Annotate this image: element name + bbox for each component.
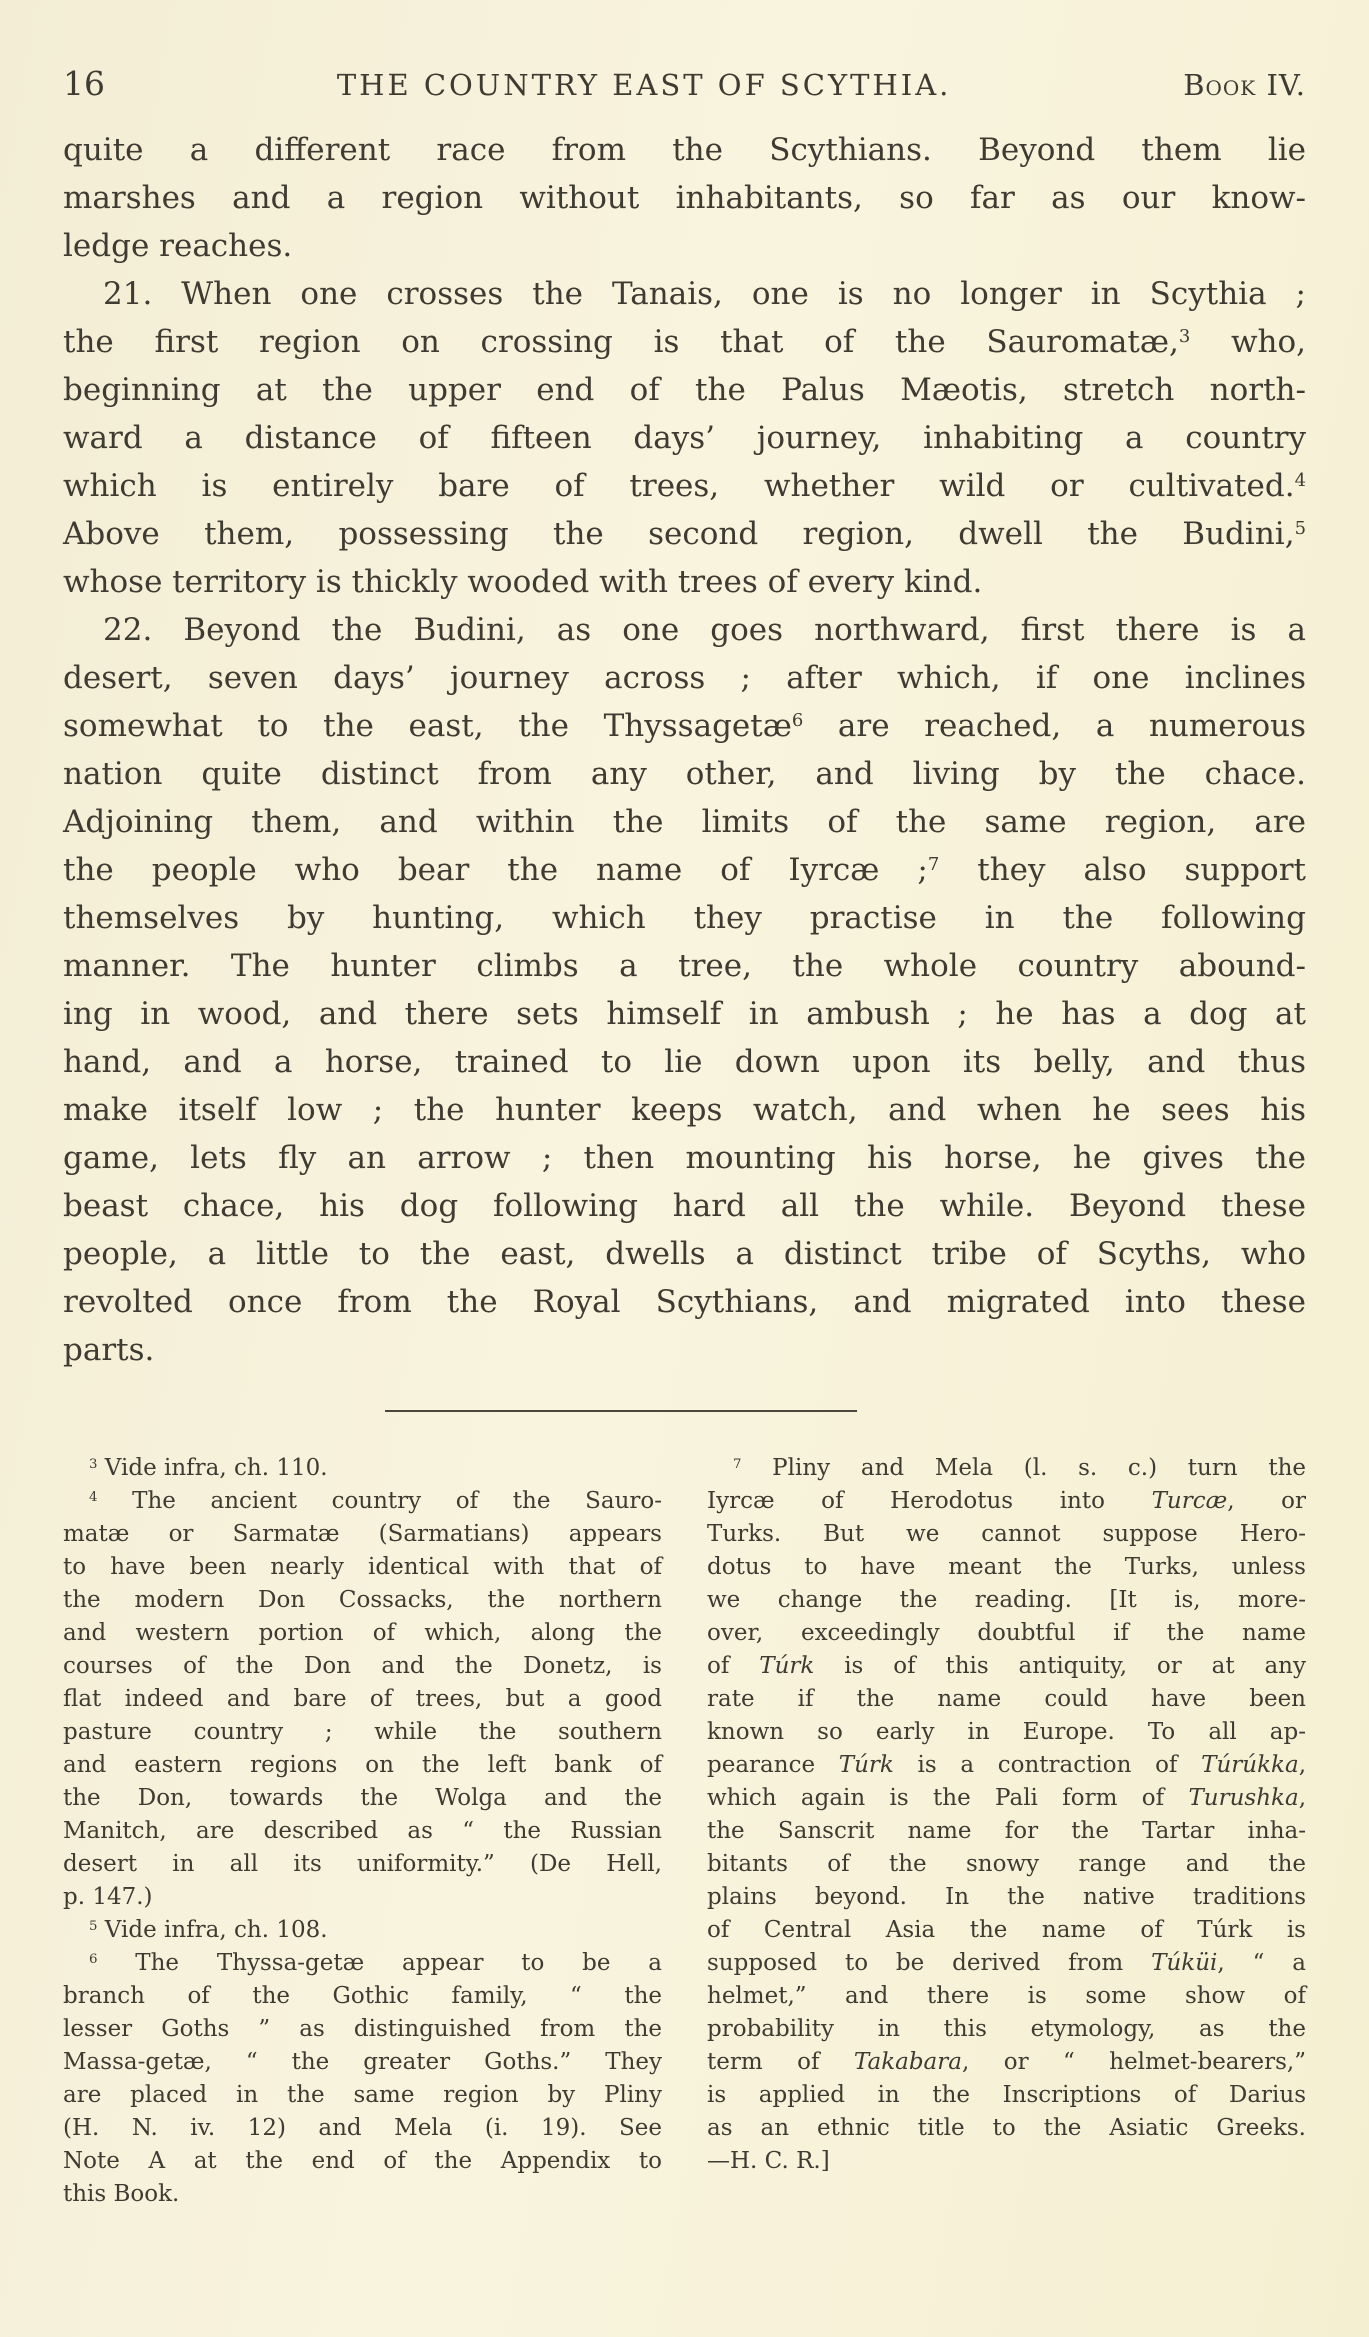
- text-line: p. 147.): [63, 1884, 153, 1910]
- text-line: game, lets fly an arrow ; then mounting his horse, he gives the: [63, 1140, 1306, 1176]
- text-line: matæ or Sarmatæ (Sarmatians) appears: [63, 1521, 662, 1547]
- text-line: helmet,” and there is some show of: [707, 1983, 1306, 2009]
- running-title: THE COUNTRY EAST OF SCYTHIA.: [336, 68, 952, 102]
- text-line: term of Takabara, or “ helmet-bearers,”: [707, 2049, 1306, 2075]
- text-line: desert, seven days’ journey across ; after which, if one inclines: [63, 660, 1306, 696]
- text-line: dotus to have meant the Turks, unless: [707, 1554, 1306, 1580]
- text-line: Note A at the end of the Appendix to: [63, 2148, 662, 2174]
- text-line: we change the reading. [It is, more-: [707, 1587, 1306, 1613]
- text-line: bitants of the snowy range and the: [707, 1851, 1306, 1877]
- text-line: known so early in Europe. To all ap-: [707, 1719, 1306, 1745]
- text-line: is applied in the Inscriptions of Darius: [707, 2082, 1306, 2108]
- footnote-divider-rule: [385, 1410, 857, 1412]
- text-line: revolted once from the Royal Scythians, and migrated into these: [63, 1284, 1306, 1320]
- text-line: the first region on crossing is that of the Sauromatæ,$^3$ who,: [63, 324, 1307, 360]
- text-line: pasture country ; while the southern: [63, 1719, 662, 1745]
- text-line: the Don, towards the Wolga and the: [63, 1785, 662, 1811]
- text-line: parts.: [63, 1332, 155, 1368]
- text-line: and eastern regions on the left bank of: [63, 1752, 662, 1778]
- text-line: $^3$ Vide infra, ch. 110.: [89, 1455, 328, 1481]
- text-line: (H. N. iv. 12) and Mela (i. 19). See: [63, 2115, 662, 2141]
- text-line: $^6$ The Thyssa-getæ appear to be a: [89, 1950, 662, 1976]
- text-line: Manitch, are described as “ the Russian: [63, 1818, 662, 1844]
- text-line: the Sanscrit name for the Tartar inha-: [707, 1818, 1306, 1844]
- text-line: themselves by hunting, which they practise in the following: [63, 900, 1306, 936]
- text-line: —H. C. R.]: [707, 2148, 830, 2174]
- text-line: pearance Túrk is a contraction of Túrúkka,: [707, 1752, 1306, 1778]
- text-line: 22. Beyond the Budini, as one goes northward, first there is a: [103, 612, 1306, 648]
- text-line: nation quite distinct from any other, and living by the chace.: [63, 756, 1306, 792]
- text-line: marshes and a region without inhabitants, so far as our know-: [63, 180, 1306, 216]
- text-line: courses of the Don and the Donetz, is: [63, 1653, 662, 1679]
- text-line: whose territory is thickly wooded with trees of every kind.: [63, 564, 983, 600]
- text-line: the modern Don Cossacks, the northern: [63, 1587, 662, 1613]
- text-line: lesser Goths ” as distinguished from the: [63, 2016, 662, 2042]
- text-line: Adjoining them, and within the limits of the same region, are: [63, 804, 1306, 840]
- text-line: desert in all its uniformity.” (De Hell,: [63, 1851, 662, 1877]
- text-line: ledge reaches.: [63, 228, 293, 264]
- text-line: of Central Asia the name of Túrk is: [707, 1917, 1306, 1943]
- book-label: Book IV.: [1183, 68, 1306, 102]
- footnotes-right-column: [707, 1452, 1306, 2211]
- text-line: this Book.: [63, 2181, 180, 2207]
- text-line: manner. The hunter climbs a tree, the whole country abound-: [63, 948, 1306, 984]
- main-text: [63, 126, 1306, 1374]
- text-line: people, a little to the east, dwells a distinct tribe of Scyths, who: [63, 1236, 1306, 1272]
- text-line: $^4$ The ancient country of the Sauro-: [89, 1488, 662, 1514]
- text-line: which is entirely bare of trees, whether wild or cultivated.$^4$: [63, 468, 1306, 504]
- footnotes-left-column: [63, 1452, 662, 2211]
- text-line: flat indeed and bare of trees, but a good: [63, 1686, 662, 1712]
- text-line: Above them, possessing the second region, dwell the Budini,$^5$: [63, 516, 1306, 552]
- text-line: Iyrcæ of Herodotus into Turcæ, or: [707, 1488, 1306, 1514]
- text-line: which again is the Pali form of Turushka,: [707, 1785, 1306, 1811]
- text-line: 21. When one crosses the Tanais, one is no longer in Scythia ;: [103, 276, 1306, 312]
- text-line: $^7$ Pliny and Mela (l. s. c.) turn the: [733, 1455, 1306, 1481]
- text-line: over, exceedingly doubtful if the name: [707, 1620, 1306, 1646]
- text-line: as an ethnic title to the Asiatic Greeks.: [707, 2115, 1306, 2141]
- text-line: probability in this etymology, as the: [707, 2016, 1306, 2042]
- text-line: Massa-getæ, “ the greater Goths.” They: [63, 2049, 662, 2075]
- text-line: ward a distance of fifteen days’ journey, inhabiting a country: [63, 420, 1306, 456]
- text-line: hand, and a horse, trained to lie down upon its belly, and thus: [63, 1044, 1306, 1080]
- text-line: beginning at the upper end of the Palus Mæotis, stretch north-: [63, 372, 1306, 408]
- text-line: make itself low ; the hunter keeps watch, and when he sees his: [63, 1092, 1306, 1128]
- page-number: 16: [63, 64, 105, 103]
- text-line: of Túrk is of this antiquity, or at any: [707, 1653, 1306, 1679]
- text-line: quite a different race from the Scythians. Beyond them lie: [63, 132, 1306, 168]
- footnotes-section: [63, 1452, 1306, 2211]
- text-line: plains beyond. In the native traditions: [707, 1884, 1306, 1910]
- text-line: ing in wood, and there sets himself in ambush ; he has a dog at: [63, 996, 1306, 1032]
- text-line: branch of the Gothic family, “ the: [63, 1983, 662, 2009]
- text-line: and western portion of which, along the: [63, 1620, 662, 1646]
- text-line: rate if the name could have been: [707, 1686, 1306, 1712]
- page-header: [63, 64, 1306, 103]
- text-line: beast chace, his dog following hard all the while. Beyond these: [63, 1188, 1306, 1224]
- text-line: supposed to be derived from Túküi, “ a: [707, 1950, 1306, 1976]
- text-line: to have been nearly identical with that of: [63, 1554, 662, 1580]
- text-line: are placed in the same region by Pliny: [63, 2082, 662, 2108]
- text-line: the people who bear the name of Iyrcæ ;$^7$ they also support: [63, 852, 1306, 888]
- text-line: Turks. But we cannot suppose Hero-: [707, 1521, 1306, 1547]
- text-line: $^5$ Vide infra, ch. 108.: [89, 1917, 328, 1943]
- text-line: somewhat to the east, the Thyssagetæ$^6$ are reached, a numerous: [63, 708, 1306, 744]
